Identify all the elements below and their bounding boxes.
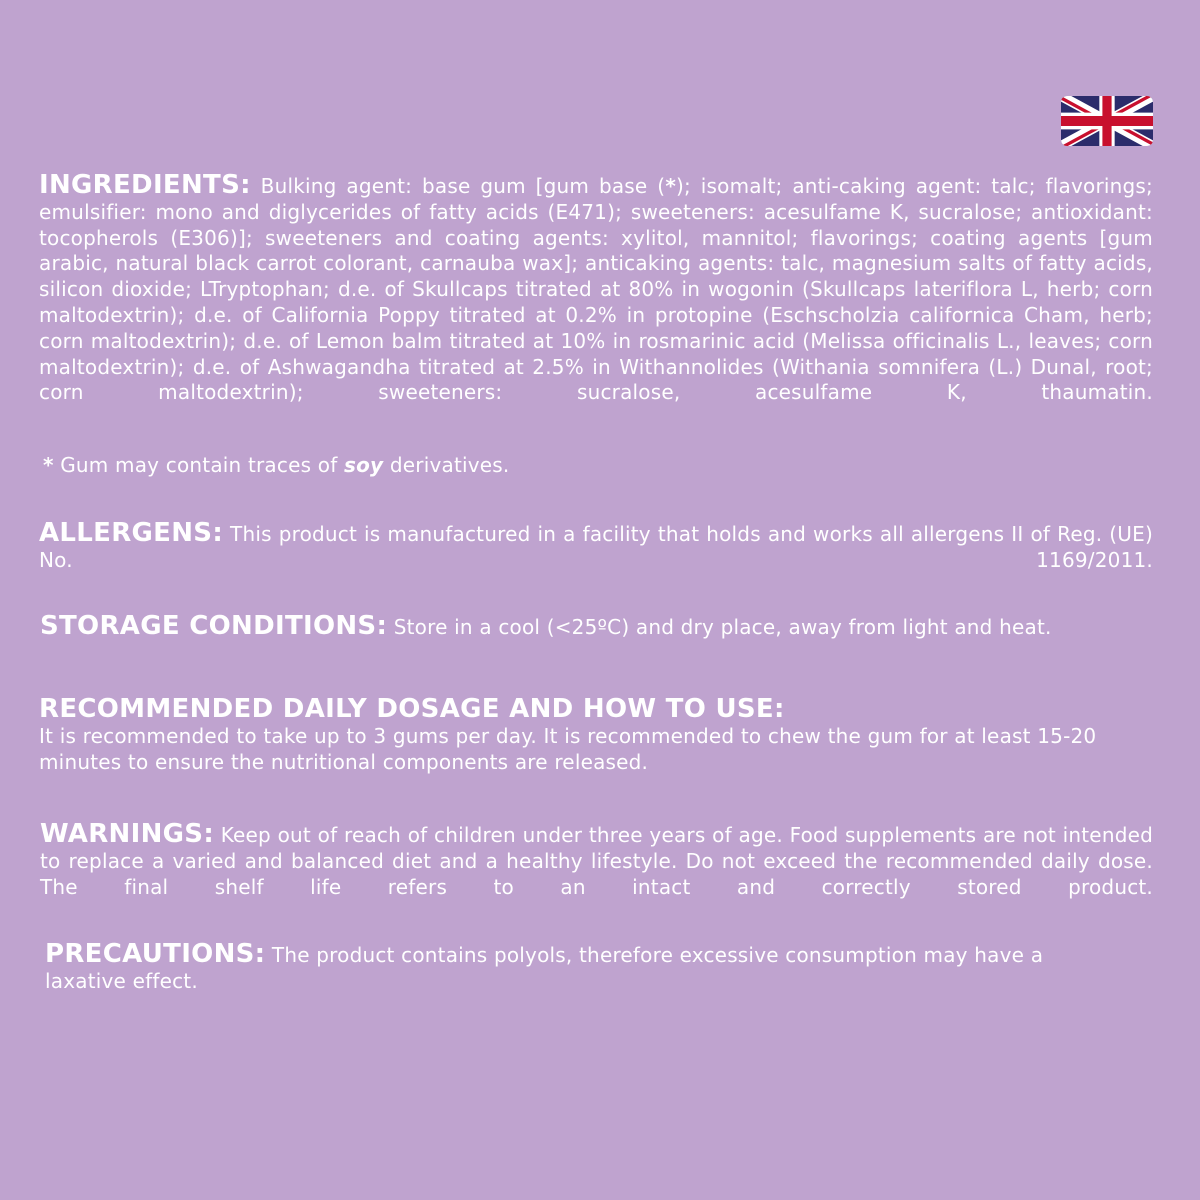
ingredients-heading: INGREDIENTS:	[39, 170, 251, 200]
warnings-heading: WARNINGS:	[40, 819, 215, 849]
dosage-text: It is recommended to take up to 3 gums per day. It is recommended to chew the gum for at least 15-20 minutes to ensure the nutritional components are released.	[39, 724, 1097, 774]
storage-heading: STORAGE CONDITIONS:	[40, 611, 388, 641]
precautions-text: The product contains polyols, therefore excessive consumption may have a laxative effect.	[45, 943, 1044, 993]
ingredients-text-rest: ); isomalt; anti-caking agent: talc; flavorings; emulsifier: mono and diglycerides of fatty acids (E471); sweeteners: acesulfame K, sucralose; antioxidant: tocopherols (E306)]; sweeteners and coating agents: xylitol, mannitol; flavorings; coating agents [gum arabic, natural black carrot colorant, carnauba wax]; anticaking agents: talc, magnesium salts of fatty acids, silicon dioxide; LTryptophan; d.e. of Skullcaps titrated at 80% in wogonin (Skullcaps lateriflora L, herb; corn maltodextrin); d.e. of California Poppy titrated at 0.2% in protopine (Eschscholzia californica Cham, herb; corn maltodextrin); d.e. of Lemon balm titrated at 10% in rosmarinic acid (Melissa officinalis L., leaves; corn maltodextrin); d.e. of Ashwagandha titrated at 2.5% in Withannolides (Withania somnifera (L.) Dunal, root; corn maltodextrin); sweeteners: sucralose, acesulfame K, thaumatin.	[39, 174, 1153, 405]
storage-section	[40, 611, 1154, 641]
precautions-section	[45, 939, 1125, 995]
soy-footnote	[43, 453, 1157, 479]
ingredients-text-start: Bulking agent: base gum [gum base (	[250, 174, 666, 198]
warnings-text: Keep out of reach of children under three years of age. Food supplements are not intended to replace a varied and balanced diet and a healthy lifestyle. Do not exceed the recommended daily dose. The final shelf life refers to an intact and correctly stored product.	[40, 823, 1153, 899]
asterisk-marker: *	[665, 174, 676, 198]
precautions-heading: PRECAUTIONS:	[45, 939, 266, 969]
footnote-asterisk: *	[43, 453, 54, 477]
dosage-heading: RECOMMENDED DAILY DOSAGE AND HOW TO USE:	[39, 694, 785, 724]
allergens-section	[39, 518, 1153, 599]
dosage-section	[39, 694, 1153, 776]
footnote-soy: soy	[344, 453, 384, 477]
footnote-text-after: derivatives.	[383, 453, 510, 477]
allergens-text: This product is manufactured in a facility that holds and works all allergens II of Reg. (UE) No. 1169/2011.	[39, 522, 1153, 572]
warnings-section	[40, 819, 1153, 926]
allergens-heading: ALLERGENS:	[39, 518, 224, 548]
ingredients-section	[39, 170, 1153, 432]
uk-flag-icon	[1061, 96, 1153, 146]
storage-text: Store in a cool (<25ºC) and dry place, away from light and heat.	[387, 615, 1052, 639]
footnote-text-before: Gum may contain traces of	[53, 453, 345, 477]
